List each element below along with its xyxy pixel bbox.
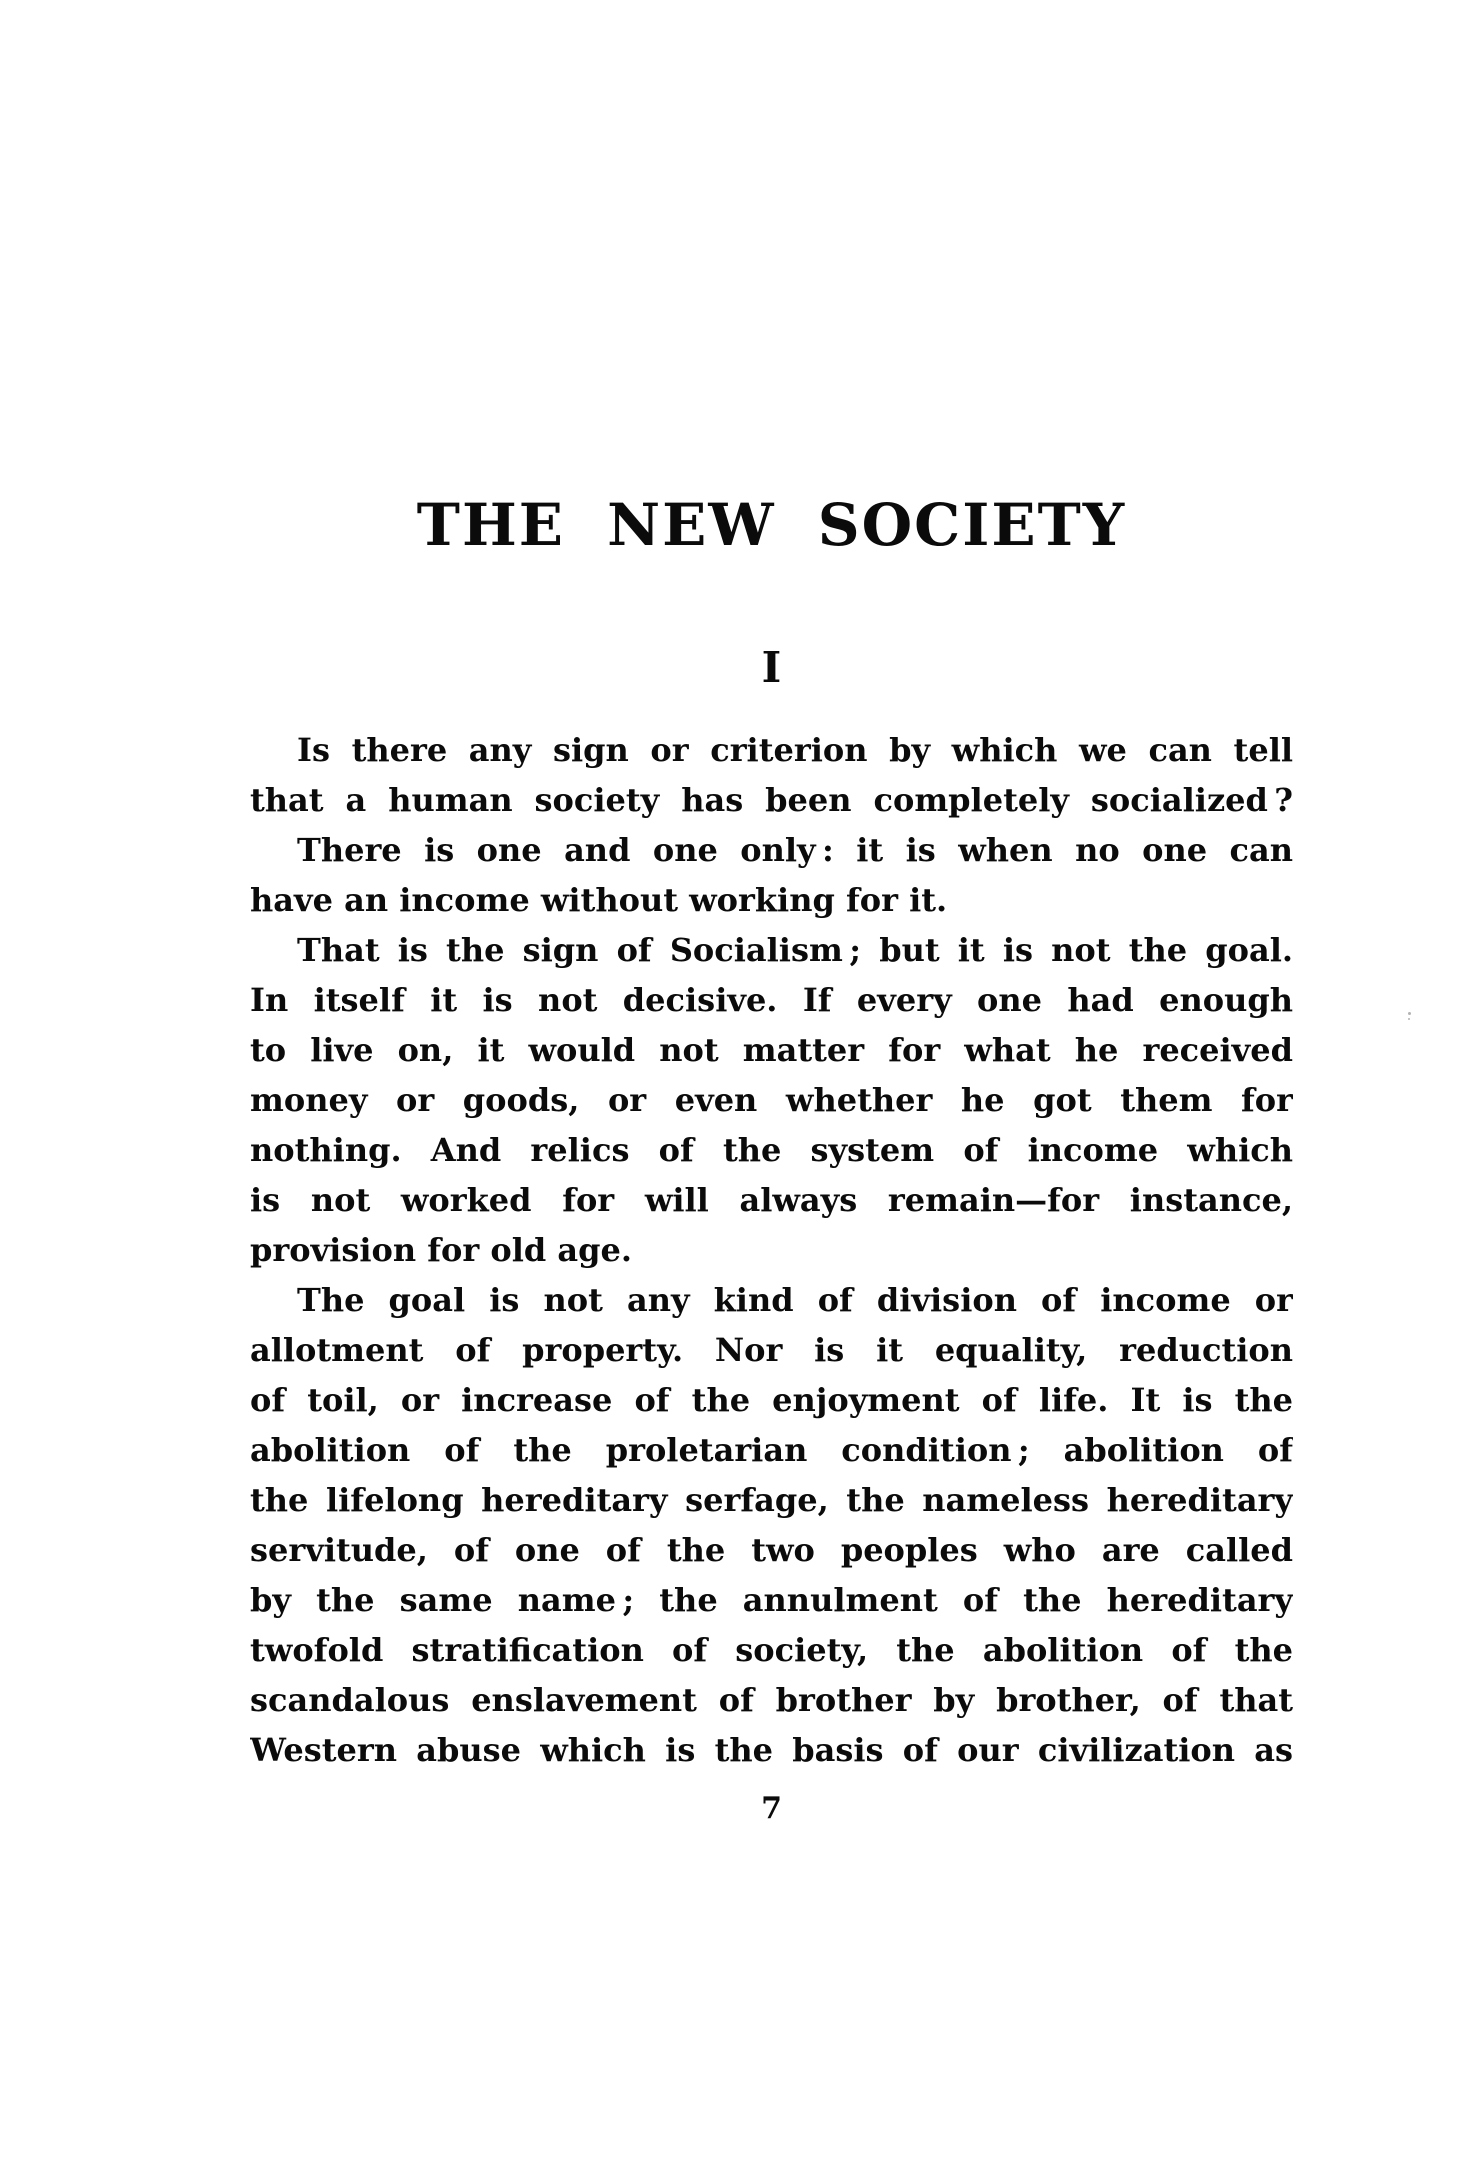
text-line: twofold stratification of society, the abolition of the [250,1631,1293,1669]
text-line: nothing. And relics of the system of income which [250,1131,1293,1169]
page-title: THE NEW SOCIETY [416,491,1127,559]
text-line: scandalous enslavement of brother by brother, of that [250,1681,1293,1719]
text-line: have an income without working for it. [250,881,948,919]
text-line: Is there any sign or criterion by which we can tell [297,731,1293,769]
text-line: is not worked for will always remain—for instance, [250,1181,1293,1219]
text-line: abolition of the proletarian condition ; abolition of [250,1431,1293,1469]
body-text [250,725,1293,1775]
scan-speck [1408,1012,1411,1015]
text-line: provision for old age. [250,1231,632,1269]
text-line: the lifelong hereditary serfage, the nameless hereditary [250,1481,1293,1519]
text-line: servitude, of one of the two peoples who are called [250,1531,1293,1569]
text-line: The goal is not any kind of division of income or [297,1281,1293,1319]
text-line: There is one and one only : it is when no one can [297,831,1293,869]
text-line: to live on, it would not matter for what he received [250,1031,1293,1069]
text-line: by the same name ; the annulment of the hereditary [250,1581,1293,1619]
text-line: of toil, or increase of the enjoyment of life. It is the [250,1381,1293,1419]
text-line: money or goods, or even whether he got them for [250,1081,1293,1119]
page-number: 7 [761,1791,782,1826]
text-line: Western abuse which is the basis of our civilization as [250,1731,1293,1769]
section-numeral: I [761,643,782,692]
text-line: that a human society has been completely socialized ? [250,781,1293,819]
text-line: In itself it is not decisive. If every one had enough [250,981,1293,1019]
text-line: That is the sign of Socialism ; but it is not the goal. [297,931,1293,969]
text-line: allotment of property. Nor is it equality, reduction [250,1331,1293,1369]
scan-speck [1408,1018,1410,1020]
